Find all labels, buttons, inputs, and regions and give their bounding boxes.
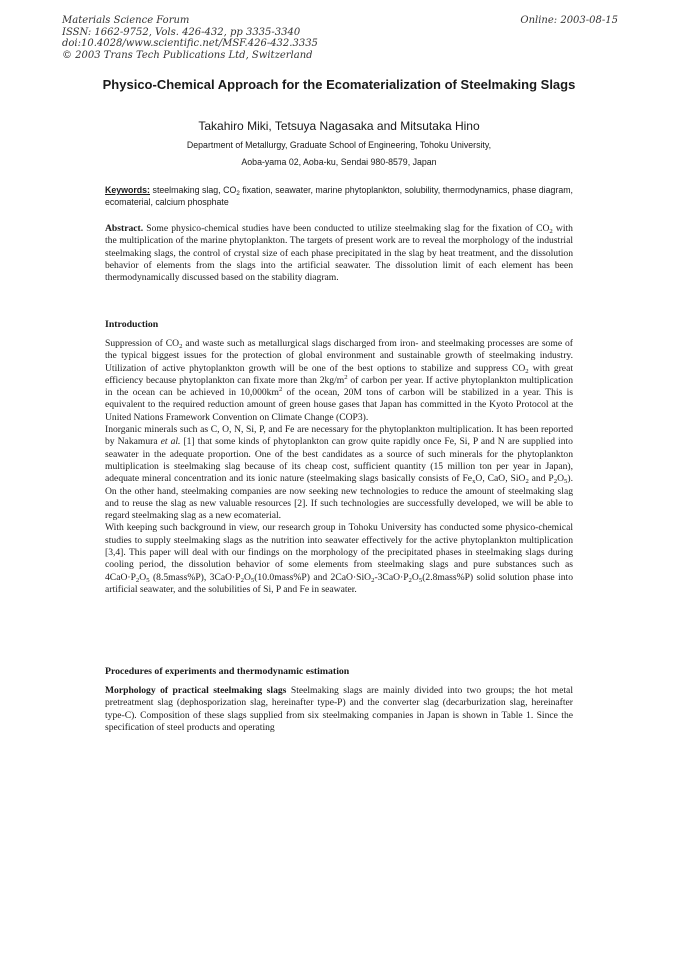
intro-paragraph-1 <box>105 338 573 424</box>
abstract-label: Abstract. <box>105 223 144 234</box>
intro-text: of carbon per year. If active phytoplankton multiplication in the ocean can be achieved in 10,000km <box>105 374 573 399</box>
online-date: Online: 2003-08-15 <box>520 15 618 26</box>
procedures-paragraph <box>105 685 573 734</box>
copyright-line: © 2003 Trans Tech Publications Ltd, Switzerland <box>62 49 313 61</box>
intro-text: (10.0mass%P) and 2CaO·SiO <box>254 571 372 583</box>
intro-text: -3CaO·P <box>374 571 409 583</box>
subscript: 2 <box>371 576 375 584</box>
subscript: 2 <box>525 367 529 375</box>
keywords-text-1: steelmaking slag, CO <box>152 185 237 195</box>
procedures-text: Steelmaking slags are mainly divided into two groups; the hot metal pretreatment slag (dephosporization slag, hereinafter type-P) and the converter slag (decarburization slag, hereinafter type-C). Composition of these slags supplied from six steelmaking companies in Japan is shown in Table 1. Since the specification of steel products and operating <box>105 685 573 733</box>
superscript: 2 <box>344 373 348 381</box>
intro-text: O <box>139 571 147 583</box>
subscript: 5 <box>250 576 255 584</box>
introduction-heading: Introduction <box>105 319 159 330</box>
keywords-text-2: fixation, seawater, marine phytoplankton, solubility, thermodynamics, phase diagram, ecomaterial, calcium phosphate <box>105 185 573 207</box>
intro-text: With keeping such background in view, our research group in Tohoku University has conducted some physico-chemical studies to supply steelmaking slags as the nutrition into seawater effectively for the active phytoplankton multiplication [3,4]. This paper will deal with our findings on the morphology of the precipitated phases in steelmaking slags during cooling period, the dissolution behavior of some elements from steelmaking slags and pure substances such as 4CaO·P <box>105 522 573 583</box>
subscript: 2 <box>525 478 529 486</box>
et-al: et al. <box>160 436 181 448</box>
affiliation-line-1: Department of Metallurgy, Graduate School of Engineering, Tohoku University, <box>186 140 492 150</box>
intro-paragraph-3 <box>105 522 573 596</box>
intro-text: with great efficiency because phytoplankton can fixate more than 2kg/m <box>105 362 573 386</box>
intro-text: [1] that some kinds of phytoplankton can grow quite rapidly once Fe, Si, P and N are supplied into seawater in the adequate proportion. One of the best candidates as a source of such minerals for the phytoplankton multiplication is steelmaking slag because of its cheap cost, sufficient quantity (15 million ton per year in Japan), adequate mineral concentration and its ionic nature (steelmaking slags basically consists of Fe <box>105 436 573 485</box>
intro-text: and P <box>528 473 554 485</box>
intro-text: Suppression of CO <box>105 338 180 349</box>
abstract-text-1: Some physico-chemical studies have been conducted to utilize steelmaking slag for the fixation of CO <box>143 223 550 234</box>
paper-title: Physico-Chemical Approach for the Ecomaterialization of Steelmaking Slags <box>102 77 576 92</box>
intro-text: O <box>243 571 251 583</box>
authors: Takahiro Miki, Tetsuya Nagasaka and Mitsutaka Hino <box>198 119 480 133</box>
keywords-label: Keywords: <box>105 185 150 195</box>
subscript: 2 <box>236 190 240 197</box>
subscript: 2 <box>549 228 553 235</box>
intro-text: (8.5mass%P), 3CaO·P <box>149 571 241 583</box>
abstract-text-2: with the multiplication of the marine phytoplankton. The targets of present work are to reveal the morphology of the industrial steelmaking slags, the control of crystal size of each phase precipitated in the slag by heat treatment, and the dissolution behavior of elements from the slags into the artificial seawater. The dissolution limit of each element has been thermodynamically discussed based on the stability diagram. <box>105 223 573 284</box>
affiliation <box>110 137 568 171</box>
subscript: 2 <box>240 576 244 584</box>
affiliation-line-2: Aoba-yama 02, Aoba-ku, Sendai 980-8579, Japan <box>241 157 437 167</box>
journal-name: Materials Science Forum <box>62 15 190 26</box>
subscript: 2 <box>135 576 140 584</box>
intro-text: (2.8mass%P) solid solution phase into artificial seawater, and the solubilities of Si, P and Fe in seawater. <box>105 571 573 595</box>
superscript: 2 <box>278 386 283 394</box>
abstract <box>105 223 573 284</box>
subscript: 2 <box>179 343 183 350</box>
intro-text: O <box>557 473 565 485</box>
intro-text: Inorganic minerals such as C, O, N, Si, P, and Fe are necessary for the phytoplankton multiplication. It has been reported by Nakamura <box>105 424 573 448</box>
subscript: 5 <box>564 478 568 486</box>
journal-header <box>62 15 618 61</box>
intro-text: O, CaO, SiO <box>475 473 526 485</box>
procedures-heading: Procedures of experiments and thermodynamic estimation <box>105 666 350 677</box>
keywords <box>105 184 573 208</box>
doi-line: doi:10.4028/www.scientific.net/MSF.426-432.3335 <box>62 38 318 49</box>
intro-paragraph-2 <box>105 424 573 522</box>
issn-line: ISSN: 1662-9752, Vols. 426-432, pp 3335-3340 <box>62 26 301 38</box>
subscript: 2 <box>553 478 558 486</box>
intro-text: ). On the other hand, steelmaking companies are now seeking new technologies to reduce the amount of steelmaking slag and to reuse the slag as new valuable resources [2]. If such technologies are successfully developed, we will be able to regard steelmaking slag as a new ecomaterial. <box>105 473 573 522</box>
intro-text: and waste such as metallurgical slags discharged from iron- and steelmaking processes are some of the typical biggest issues for the protection of global environment and sustainable growth of steelmaking industry. Utilization of active phytoplankton growth will be one of the best options to stabilize and suppress CO <box>105 338 574 374</box>
intro-text: O <box>411 571 419 583</box>
subscript: 5 <box>418 576 423 584</box>
subscript: 2 <box>408 576 412 584</box>
subscript: 5 <box>146 576 150 584</box>
subscript: x <box>472 478 476 486</box>
introduction-body <box>105 338 573 596</box>
intro-text: of the ocean, 20M tons of carbon will be stabilized in a year. This is equivalent to the required reduction amount of green house gases that Japan has committed in the Kyoto Protocol at the United Nations Framework Convention on Climate Change (COP3). <box>105 387 573 423</box>
procedures-subheading: Morphology of practical steelmaking slags <box>105 685 287 696</box>
